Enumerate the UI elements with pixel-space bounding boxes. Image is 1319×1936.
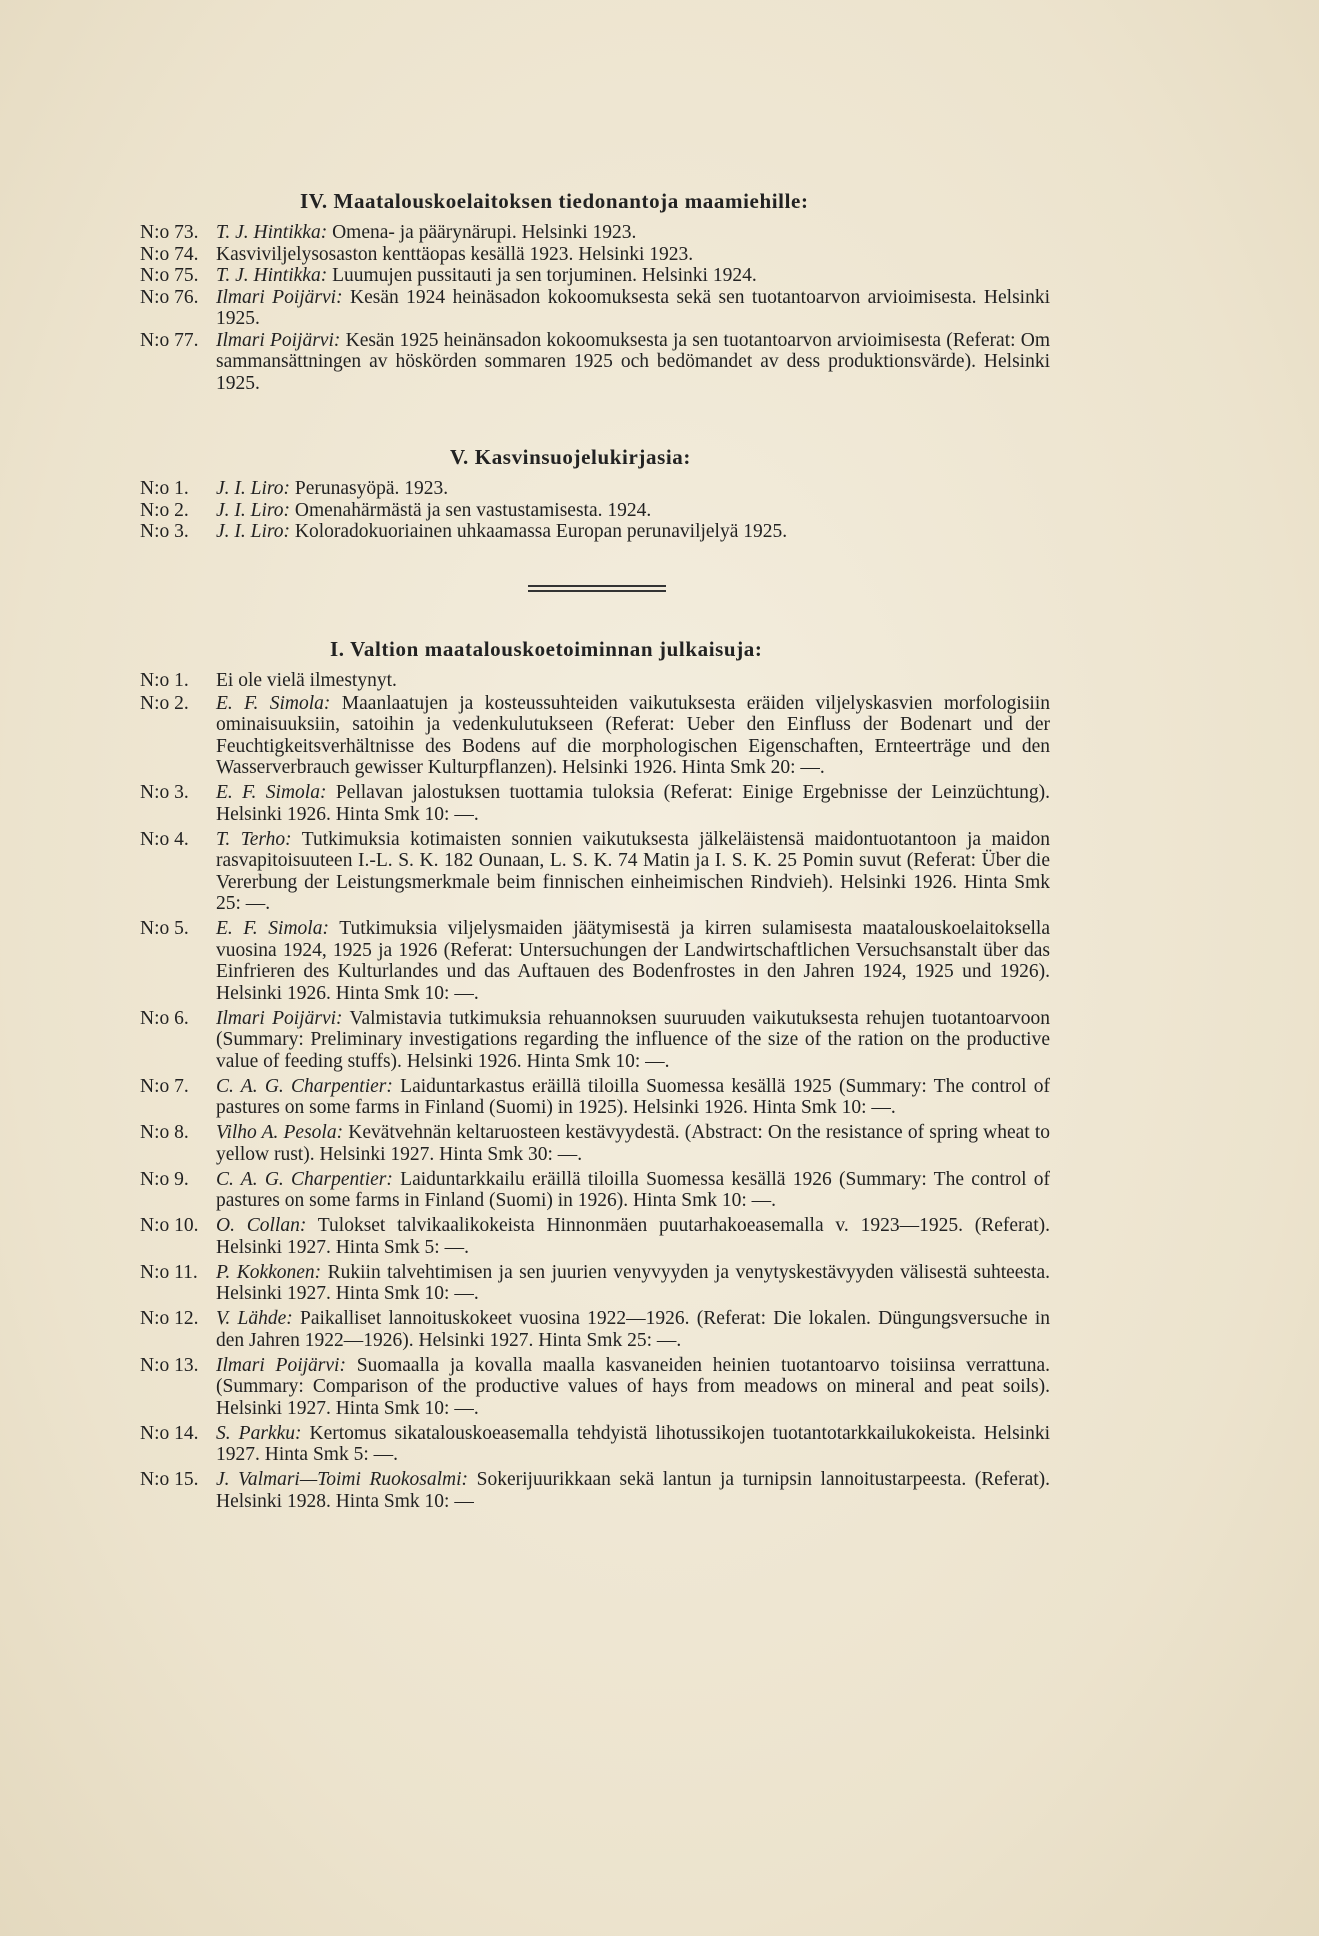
entry-text: Luumujen pussitauti ja sen torjuminen. Helsinki 1924. bbox=[332, 265, 757, 286]
list-item bbox=[140, 1469, 1050, 1512]
section-heading: V. Kasvinsuojelukirjasia: bbox=[450, 445, 691, 469]
entry-number: N:o 6. bbox=[140, 1007, 189, 1029]
list-item bbox=[140, 287, 1050, 330]
list-item bbox=[140, 1169, 1050, 1212]
list-item bbox=[140, 670, 1050, 692]
entry-author: Ilmari Poijärvi: bbox=[216, 286, 343, 308]
entry-text: Kevätvehnän keltaruosteen kestävyydestä. (Abstract: On the resistance of spring wheat to yellow rust). Helsinki 1927. Hinta Smk 30: —. bbox=[216, 1122, 1051, 1165]
list-item bbox=[140, 500, 1050, 522]
entry-text: Kesän 1925 heinänsadon kokoomuksesta ja sen tuotantoarvon arvioimisesta (Referat: Om sammansättningen av höskörden sommaren 1925 och bedömandet av dess produktionsvärde). Helsinki 1925. bbox=[216, 329, 1051, 394]
entry-author: T. Terho: bbox=[216, 828, 292, 850]
entry-text: Tutkimuksia kotimaisten sonnien vaikutuksesta jälkeläistensä maidontuotantoon ja maidon rasvapitoisuuteen I.-L. S. K. 182 Ounaan, L. S. K. 74 Matin ja I. S. K. 25 Pomin suvut (Referat: Über die Vererbung der Leistungsmerkmale beim finnischen einheimischen Rindvieh). Helsinki 1926. Hinta Smk 25: —. bbox=[216, 828, 1050, 914]
section-julkaisuja bbox=[140, 634, 1050, 1516]
entry-number: N:o 9. bbox=[140, 1168, 189, 1190]
entry-author: S. Parkku: bbox=[216, 1422, 302, 1444]
list-item bbox=[140, 1076, 1050, 1119]
entry-text: Ei ole vielä ilmestynyt. bbox=[216, 670, 397, 691]
entry-number: N:o 1. bbox=[140, 478, 189, 499]
section-heading: IV. Maatalouskoelaitoksen tiedonantoja maamiehille: bbox=[300, 189, 809, 213]
entry-number: N:o 14. bbox=[140, 1422, 199, 1444]
list-item bbox=[140, 244, 1050, 266]
entry-author: Ilmari Poijärvi: bbox=[216, 1354, 346, 1376]
entry-author: E. F. Simola: bbox=[216, 918, 329, 939]
entry-number: N:o 73. bbox=[140, 222, 199, 243]
entry-number: N:o 2. bbox=[140, 692, 189, 714]
list-item bbox=[140, 265, 1050, 287]
entry-number: N:o 12. bbox=[140, 1308, 199, 1329]
entry-text: Koloradokuoriainen uhkaamassa Europan perunaviljelyä 1925. bbox=[294, 521, 788, 542]
entry-text: Tutkimuksia viljelysmaiden jäätymisestä ja kirren sulamisesta maatalouskoelaitoksella vuosina 1924, 1925 ja 1926 (Referat: Untersuchungen der Landwirtschaftlichen Versuchsanstalt über das Einfrieren des Kulturlandes und das Auftauen des Bodenfrostes in den Jahren 1924, 1925 und 1926). Helsinki 1926. Hinta Smk 10: —. bbox=[216, 918, 1050, 1004]
entry-number: N:o 13. bbox=[140, 1354, 199, 1376]
list-item bbox=[140, 1008, 1050, 1073]
entry-number: N:o 15. bbox=[140, 1469, 199, 1490]
list-item bbox=[140, 918, 1050, 1004]
entry-number: N:o 7. bbox=[140, 1075, 189, 1097]
entry-number: N:o 75. bbox=[140, 265, 199, 286]
list-item bbox=[140, 1262, 1050, 1305]
entry-text: Maanlaatujen ja kosteussuhteiden vaikutuksesta eräiden viljelyskasvien morfologisiin ominaisuuksiin, satoihin ja vedenkulutukseen (Referat: Ueber den Einfluss der Bodenart und der Feuchtigkeitsverhältnisse des Bodens auf die morphologischen Eigenschaften, Ernteerträge und den Wasserverbrauch gewisser Kulturpflanzen). Helsinki 1926. Hinta Smk 20: —. bbox=[216, 692, 1051, 778]
entry-number: N:o 5. bbox=[140, 918, 189, 939]
entry-number: N:o 4. bbox=[140, 828, 189, 850]
list-item bbox=[140, 829, 1050, 915]
entry-author: Ilmari Poijärvi: bbox=[216, 329, 341, 351]
entry-author: J. I. Liro: bbox=[216, 521, 291, 542]
entry-author: E. F. Simola: bbox=[216, 692, 331, 714]
list-item bbox=[140, 330, 1050, 395]
entry-text: Valmistavia tutkimuksia rehuannoksen suuruuden vaikutuksesta rehujen tuotantoarvoon (Summary: Preliminary investigations regarding the influence of the size of the ration on the productive value of feeding stuffs). Helsinki 1926. Hinta Smk 10: —. bbox=[216, 1007, 1051, 1072]
entry-text: Kertomus sikatalouskoeasemalla tehdyistä lihotussikojen tuotantotarkkailukokeista. Helsinki 1927. Hinta Smk 5: —. bbox=[216, 1422, 1050, 1465]
entry-author: Vilho A. Pesola: bbox=[216, 1122, 344, 1143]
entry-number: N:o 77. bbox=[140, 329, 199, 351]
entry-author: P. Kokkonen: bbox=[216, 1261, 322, 1283]
section-kasvinsuojelukirjasia bbox=[140, 442, 1050, 543]
section-tiedonantoja bbox=[140, 186, 1050, 394]
entry-number: N:o 8. bbox=[140, 1122, 189, 1143]
entry-author: O. Collan: bbox=[216, 1215, 307, 1236]
entry-author: J. I. Liro: bbox=[216, 478, 291, 499]
entry-text: Laiduntarkkailu eräillä tiloilla Suomessa kesällä 1926 (Summary: The control of pastures on some farms in Finland (Suomi) in 1926). Hinta Smk 10: —. bbox=[216, 1168, 1050, 1211]
entry-text: Sokerijuurikkaan sekä lantun ja turnipsin lannoitustarpeesta. (Referat). Helsinki 1928. Hinta Smk 10: — bbox=[216, 1469, 1051, 1512]
list-item bbox=[140, 782, 1050, 825]
entry-number: N:o 74. bbox=[140, 243, 199, 265]
list-item bbox=[140, 1308, 1050, 1351]
entry-text: Tulokset talvikaalikokeista Hinnonmäen puutarhakoeasemalla v. 1923—1925. (Referat). Helsinki 1927. Hinta Smk 5: —. bbox=[216, 1215, 1050, 1258]
entry-number: N:o 3. bbox=[140, 782, 189, 803]
entry-text: Laiduntarkastus eräillä tiloilla Suomessa kesällä 1925 (Summary: The control of pastures on some farms in Finland (Suomi) in 1925). Helsinki 1926. Hinta Smk 10: —. bbox=[216, 1075, 1050, 1118]
list-item bbox=[140, 1423, 1050, 1466]
list-item bbox=[140, 222, 1050, 244]
list-item bbox=[140, 1122, 1050, 1165]
entry-text: Pellavan jalostuksen tuottamia tuloksia (Referat: Einige Ergebnisse der Leinzüchtung). Helsinki 1926. Hinta Smk 10: —. bbox=[216, 782, 1050, 825]
entry-number: N:o 3. bbox=[140, 521, 189, 542]
section-heading: I. Valtion maatalouskoetoiminnan julkaisuja: bbox=[330, 637, 763, 661]
entry-text: Paikalliset lannoituskokeet vuosina 1922—1926. (Referat: Die lokalen. Düngungsversuche in den Jahren 1922—1926). Helsinki 1927. Hinta Smk 25: —. bbox=[216, 1308, 1051, 1351]
entry-author: T. J. Hintikka: bbox=[216, 222, 328, 243]
entry-text: Rukiin talvehtimisen ja sen juurien venyvyyden ja venytyskestävyyden välisestä suhteesta. Helsinki 1927. Hinta Smk 10: —. bbox=[216, 1261, 1051, 1304]
entry-number: N:o 76. bbox=[140, 286, 199, 308]
entry-author: E. F. Simola: bbox=[216, 782, 327, 803]
entry-number: N:o 10. bbox=[140, 1215, 199, 1236]
entry-author: J. Valmari—Toimi Ruokosalmi: bbox=[216, 1469, 469, 1490]
entry-number: N:o 1. bbox=[140, 670, 189, 691]
entry-text: Suomaalla ja kovalla maalla kasvaneiden heinien tuotantoarvo toisiinsa verrattuna. (Summary: Comparison of the productive values of hays from meadows on mineral and peat soils). Helsinki 1927. Hinta Smk 10: —. bbox=[216, 1354, 1051, 1419]
entry-text: Omena- ja päärynärupi. Helsinki 1923. bbox=[332, 222, 637, 243]
entry-author: V. Lähde: bbox=[216, 1308, 293, 1329]
section-divider bbox=[528, 585, 666, 595]
entry-author: C. A. G. Charpentier: bbox=[216, 1168, 393, 1190]
list-item bbox=[140, 693, 1050, 779]
entry-author: T. J. Hintikka: bbox=[216, 265, 328, 286]
list-item bbox=[140, 1355, 1050, 1420]
list-item bbox=[140, 521, 1050, 543]
entry-author: Ilmari Poijärvi: bbox=[216, 1007, 343, 1029]
entry-author: J. I. Liro: bbox=[216, 499, 291, 521]
entry-text: Kesän 1924 heinäsadon kokoomuksesta sekä sen tuotantoarvon arvioimisesta. Helsinki 1925. bbox=[216, 286, 1051, 329]
entry-author: C. A. G. Charpentier: bbox=[216, 1075, 393, 1097]
entry-text: Omenahärmästä ja sen vastustamisesta. 1924. bbox=[294, 499, 652, 521]
entry-text: Kasviviljelysosaston kenttäopas kesällä 1923. Helsinki 1923. bbox=[216, 243, 694, 265]
list-item bbox=[140, 478, 1050, 500]
entry-number: N:o 11. bbox=[140, 1261, 198, 1283]
list-item bbox=[140, 1215, 1050, 1258]
entry-number: N:o 2. bbox=[140, 499, 189, 521]
entry-text: Perunasyöpä. 1923. bbox=[294, 478, 449, 499]
